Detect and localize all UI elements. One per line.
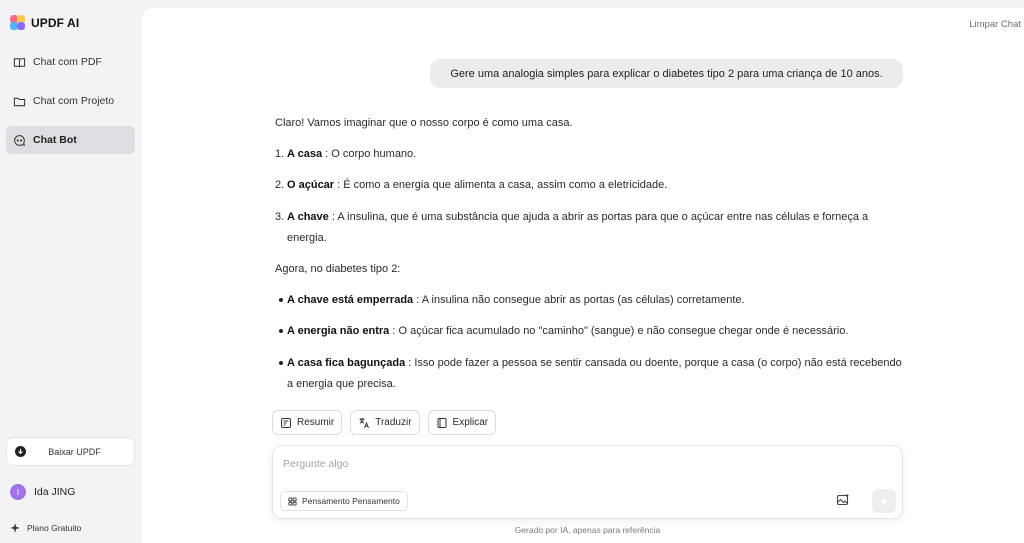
sparkle-icon [10,523,20,533]
thinking-mode-label: Pensamento Pensamento [302,496,400,506]
user-message-bubble [430,59,903,88]
summarize-icon [280,417,292,429]
list-item-text [287,144,907,165]
sidebar [0,0,142,543]
send-icon [880,497,889,506]
plan-link[interactable] [10,523,81,533]
thinking-icon [288,497,297,506]
translate-icon [358,417,370,429]
explain-label: Explicar [452,417,489,428]
list-item-desc: : O corpo humano. [322,148,417,160]
bullet-icon [279,361,283,365]
avatar: I [10,484,26,500]
folder-icon [13,95,26,108]
message-actions [272,410,496,435]
clear-chat-button[interactable]: Limpar Chat [969,19,1021,30]
list-item-term: A casa [287,148,323,160]
user-profile[interactable] [10,484,75,500]
sidebar-item-label: Chat Bot [33,134,77,146]
explain-button[interactable] [428,410,497,435]
message-input[interactable] [283,454,843,474]
updf-logo-icon [10,15,25,30]
download-icon [15,446,26,457]
list-item-term: A chave está emperrada [287,294,414,306]
chat-bot-icon [13,134,26,147]
bullet-icon [279,329,283,333]
list-item-desc: : A insulina não consegue abrir as portas (as células) corretamente. [413,294,745,306]
sidebar-item-label: Chat com PDF [33,56,102,68]
sidebar-item-chat-projeto[interactable] [6,87,135,115]
list-number: 1. [275,148,285,160]
list-item-text [287,175,907,196]
list-item-desc: : Isso pode fazer a pessoa se sentir cansada ou doente, porque a casa (o corpo) não está recebendo a energia que precisa. [287,357,902,390]
list-item-term: O açúcar [287,179,335,191]
brand[interactable] [10,15,79,30]
summarize-label: Resumir [297,417,335,428]
list-number: 3. [275,211,285,223]
image-upload-icon[interactable] [836,493,850,507]
book-icon [13,56,26,69]
thinking-mode-button[interactable] [280,491,408,511]
list-item-text [287,353,907,394]
list-item-term: A energia não entra [287,325,390,337]
answer-intro: Claro! Vamos imaginar que o nosso corpo é como uma casa. [275,117,573,129]
explain-icon [436,417,448,429]
user-message-text: Gere uma analogia simples para explicar o diabetes tipo 2 para uma criança de 10 anos. [450,67,883,80]
sidebar-item-chat-bot[interactable] [6,126,135,154]
list-item-term: A casa fica bagunçada [287,357,406,369]
sidebar-item-chat-pdf[interactable] [6,48,135,76]
bullet-icon [279,298,283,302]
list-item-desc: : É como a energia que alimenta a casa, assim como a eletricidade. [334,179,668,191]
app-title: UPDF AI [31,15,80,30]
download-updf-button[interactable] [6,437,135,466]
translate-button[interactable] [350,410,419,435]
send-button[interactable] [872,489,896,513]
download-label: Baixar UPDF [48,446,101,457]
answer-subheading: Agora, no diabetes tipo 2: [275,263,401,275]
ai-disclaimer: Gerado por IA, apenas para referência [514,525,661,535]
list-item-text [287,290,907,311]
list-item-desc: : A insulina, que é uma substância que ajuda a abrir as portas para que o açúcar entre nas células e forneça a energia. [287,211,869,244]
translate-label: Traduzir [375,417,412,428]
chat-panel [142,8,1024,543]
plan-label: Plano Gratuito [27,523,82,533]
list-item-text [287,321,907,342]
message-composer [272,445,903,519]
summarize-button[interactable] [272,410,342,435]
list-item-text [287,207,907,248]
sidebar-item-label: Chat com Projeto [33,95,115,107]
list-item-term: A chave [287,211,329,223]
list-item-desc: : O açúcar fica acumulado no "caminho" (sangue) e não consegue chegar onde é necessário. [389,325,849,337]
list-number: 2. [275,179,285,191]
user-name: Ida JING [34,486,76,498]
